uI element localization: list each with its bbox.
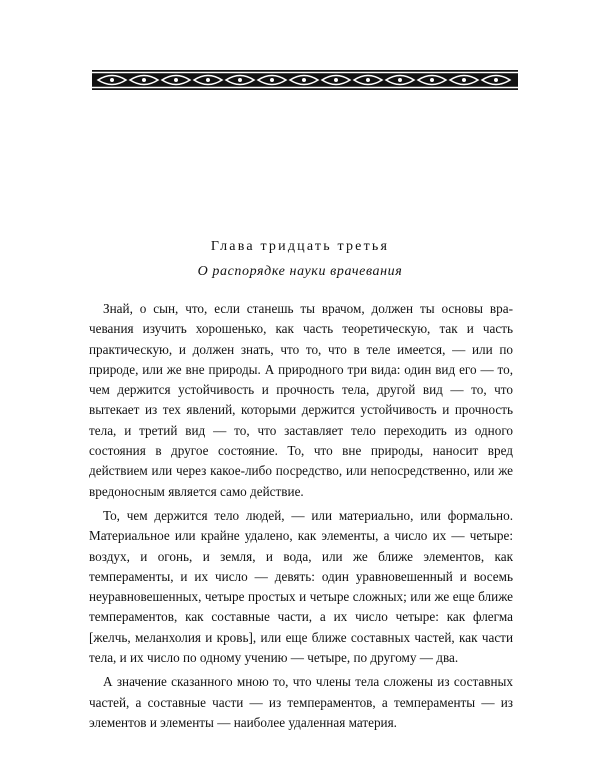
ornament-dot: [206, 78, 210, 82]
ornament-dot: [494, 78, 498, 82]
ornament-dot: [142, 78, 146, 82]
ornament-dot: [366, 78, 370, 82]
ornament-dot: [302, 78, 306, 82]
ornament-dot: [270, 78, 274, 82]
ornament-dot: [462, 78, 466, 82]
ornament-band: [92, 70, 518, 90]
chapter-subtitle: О распорядке науки врачевания: [197, 264, 403, 279]
ornament-dot: [398, 78, 402, 82]
chapter-body: [89, 299, 513, 737]
paragraph-2: То, чем держится тело людей, — или материально, или формально. Материальное или крайне удалено, как элементы, а число их — четыре: воздух, и огонь, и земля, и вода, или же ближе элементов, как темпераменты, и их число — девять: один уравновешенный и восемь неуравновешенных, четыре простых и четыре сложных; или же еще ближе темпераментов, как составные части, а их число четыре: как флегма [желчь, меланхолия и кровь], или еще ближе составных частей, как части тела, и их число по одному учению — четыре, по другому — два.: [89, 507, 513, 666]
chapter-title: Глава тридцать третья: [210, 239, 390, 254]
paragraph-3: А значение сказанного мною то, что члены тела сложены из составных частей, а составные части — из темпераментов, а темпераменты — из элементов и элементы — наиболее удаленная материя.: [89, 674, 513, 730]
ornament-dot: [110, 78, 114, 82]
ornament-dot: [238, 78, 242, 82]
ornament-dot: [430, 78, 434, 82]
paragraph-1: Знай, о сын, что, если станешь ты врачом, должен ты основы врачевания изучить хорошенько, как часть теоретическую, так и часть практическую, и должен знать, что то, что в теле имеется, — или по природе, или же вне природы. А природного три вида: один вид его — то, чем держится устойчивость и прочность тела, другой вид — то, что вытекает из тех явлений, которыми держится устойчивость и прочность тела, и третий вид — то, что заставляет тело переходить из одного состояния в другое состояние. То, что вне природы, наносит вред действием или через какое-либо посредство, или непосредственно, или же вредоносным является само действие.: [89, 301, 513, 499]
ornament-dot: [174, 78, 178, 82]
ornament-dot: [334, 78, 338, 82]
